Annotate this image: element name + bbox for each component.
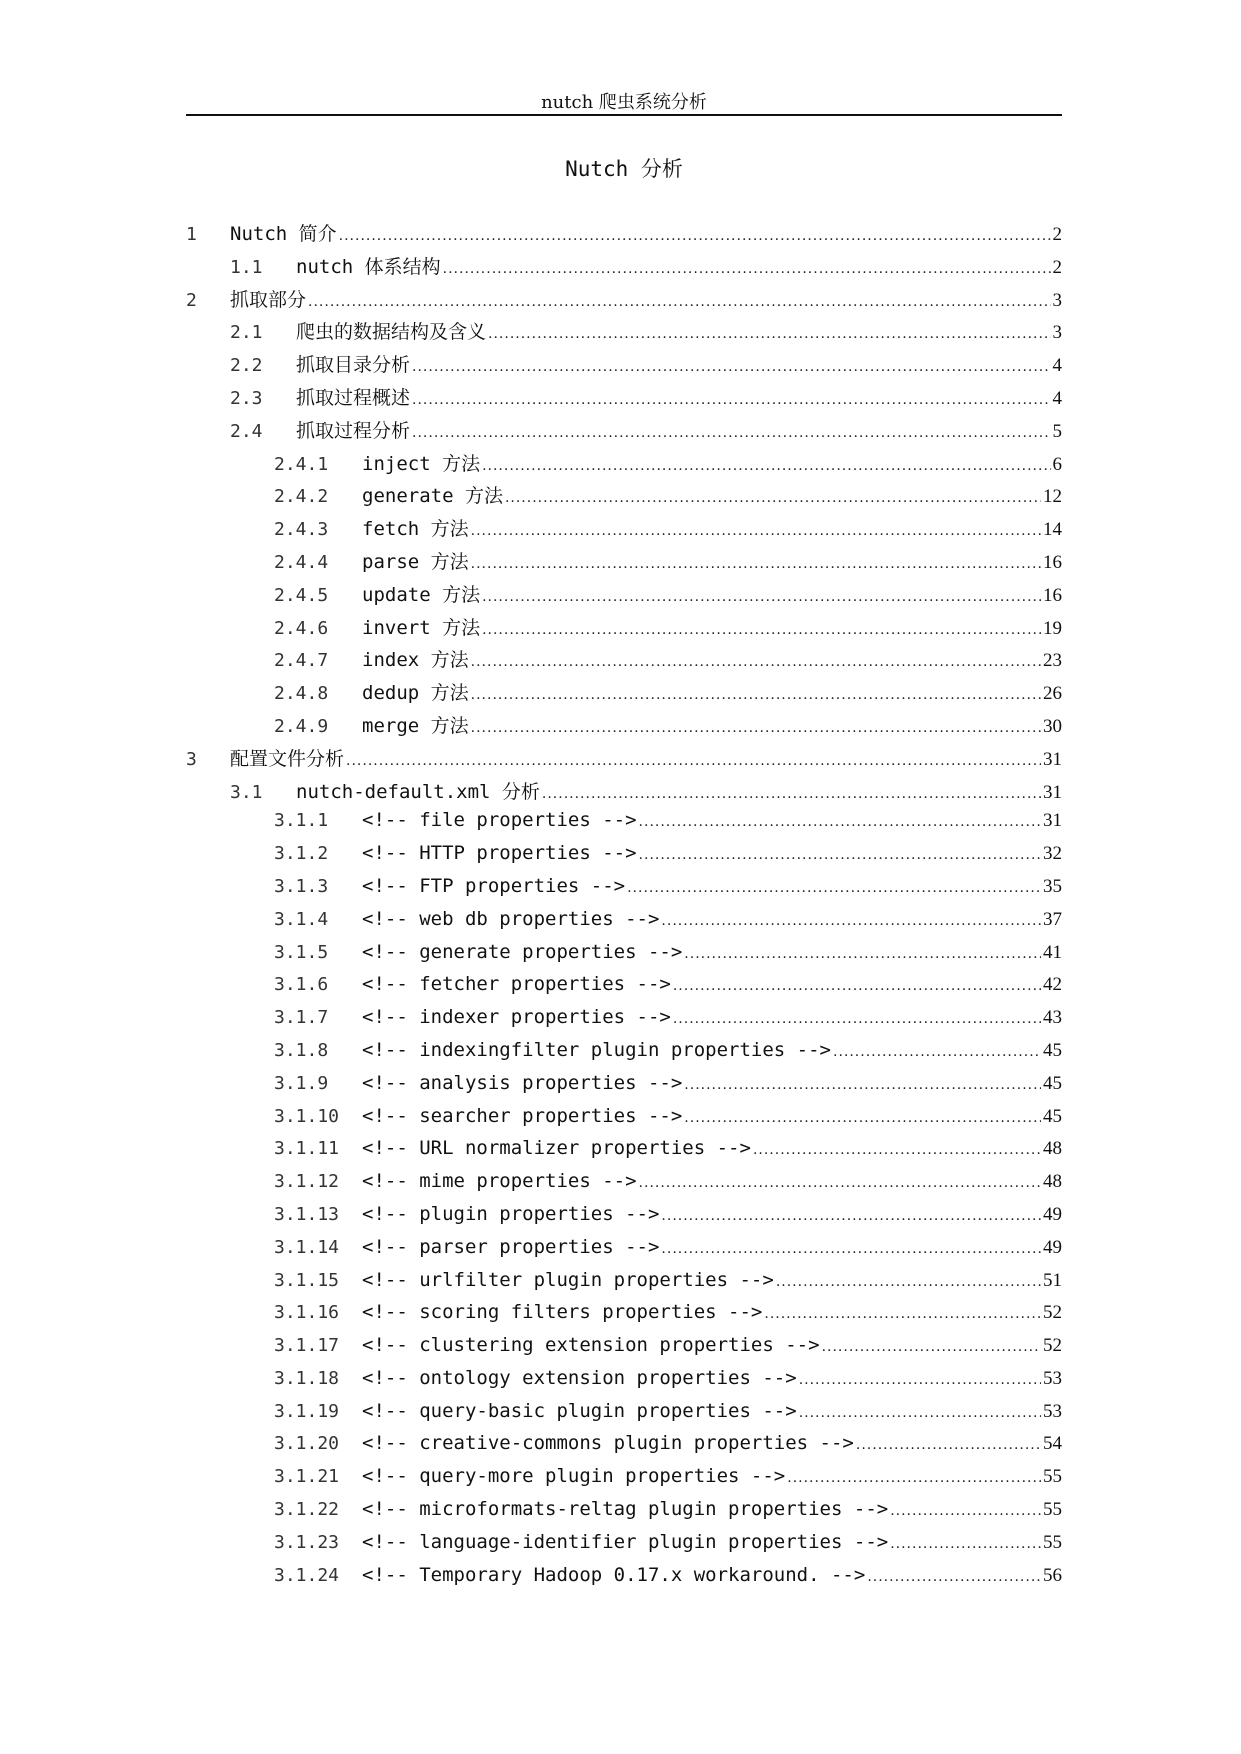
toc-page-number: 52	[1043, 1302, 1062, 1324]
toc-entry-title: <!-- generate properties -->	[362, 940, 683, 963]
toc-entry-number: 2.4.9	[274, 715, 329, 737]
toc-entry[interactable]	[186, 908, 1062, 941]
toc-dot-leader	[673, 1011, 1041, 1027]
toc-page-number: 14	[1043, 519, 1062, 541]
toc-entry-number: 2.4.1	[274, 453, 329, 475]
toc-entry-number: 3.1.18	[274, 1367, 340, 1389]
toc-dot-leader	[488, 326, 1050, 342]
toc-entry-number: 1	[186, 224, 197, 245]
toc-entry[interactable]	[186, 678, 1062, 711]
toc-entry[interactable]	[186, 252, 1062, 285]
toc-page-number: 23	[1043, 650, 1062, 672]
toc-dot-leader	[661, 1208, 1041, 1224]
toc-dot-leader	[471, 556, 1041, 572]
toc-entry-number: 3.1.8	[274, 1039, 329, 1061]
toc-entry-title: fetch 方法	[362, 518, 469, 541]
toc-entry-title: 抓取目录分析	[296, 354, 411, 377]
header-divider	[186, 114, 1062, 116]
toc-entry-number: 3.1.22	[274, 1499, 340, 1521]
toc-page-number: 45	[1043, 1105, 1062, 1127]
toc-entry-number: 3.1	[230, 781, 263, 803]
toc-entry[interactable]	[186, 842, 1062, 875]
toc-entry[interactable]	[186, 580, 1062, 613]
toc-dot-leader	[412, 392, 1050, 408]
toc-entry-title: update 方法	[362, 583, 481, 606]
toc-entry-title: <!-- parser properties -->	[362, 1235, 660, 1258]
toc-entry[interactable]	[186, 383, 1062, 416]
toc-entry-number: 3.1.11	[274, 1138, 340, 1160]
toc-entry-number: 2.1	[230, 322, 263, 344]
toc-page-number: 37	[1043, 908, 1062, 930]
toc-page-number: 49	[1043, 1236, 1062, 1258]
toc-entry[interactable]	[186, 809, 1062, 842]
toc-entry-title: <!-- URL normalizer properties -->	[362, 1137, 751, 1160]
table-of-contents	[186, 219, 1062, 1596]
toc-page-number: 55	[1043, 1466, 1062, 1488]
toc-page-number: 53	[1043, 1400, 1062, 1422]
toc-dot-leader	[505, 490, 1041, 506]
toc-entry[interactable]	[186, 285, 1062, 318]
toc-page-number: 42	[1043, 974, 1062, 996]
toc-entry-number: 3.1.19	[274, 1400, 340, 1422]
toc-entry-title: Nutch 简介	[230, 223, 337, 245]
toc-dot-leader	[787, 1470, 1041, 1486]
toc-page-number: 35	[1043, 875, 1062, 897]
toc-entry-title: <!-- urlfilter plugin properties -->	[362, 1268, 774, 1291]
toc-dot-leader	[822, 1339, 1041, 1355]
toc-entry-number: 2.4.7	[274, 650, 329, 672]
toc-page-number: 26	[1043, 683, 1062, 705]
toc-dot-leader	[471, 654, 1041, 670]
toc-page-number: 31	[1043, 781, 1062, 803]
toc-entry[interactable]	[186, 777, 1062, 810]
toc-dot-leader	[471, 720, 1041, 736]
toc-page-number: 45	[1043, 1072, 1062, 1094]
toc-entry-title: <!-- creative-commons plugin properties -->	[362, 1432, 854, 1455]
toc-entry-number: 3	[186, 748, 197, 770]
toc-entry-number: 2.4.5	[274, 584, 329, 606]
toc-entry-title: <!-- analysis properties -->	[362, 1071, 683, 1094]
toc-page-number: 31	[1043, 748, 1062, 770]
toc-page-number: 12	[1043, 486, 1062, 508]
toc-entry-title: parse 方法	[362, 550, 469, 573]
toc-entry-number: 3.1.1	[274, 810, 329, 832]
toc-dot-leader	[482, 589, 1041, 605]
toc-entry-title: <!-- mime properties -->	[362, 1170, 637, 1193]
toc-entry[interactable]	[186, 1039, 1062, 1072]
toc-entry[interactable]	[186, 219, 1062, 252]
toc-entry-number: 3.1.16	[274, 1302, 340, 1324]
toc-page-number: 6	[1052, 453, 1062, 475]
toc-entry-title: <!-- plugin properties -->	[362, 1202, 660, 1225]
toc-entry[interactable]	[186, 1170, 1062, 1203]
toc-page-number: 51	[1043, 1269, 1062, 1291]
toc-page-number: 56	[1043, 1564, 1062, 1586]
toc-entry-title: <!-- query-basic plugin properties -->	[362, 1399, 797, 1422]
toc-page-number: 43	[1043, 1007, 1062, 1029]
toc-page-number: 55	[1043, 1531, 1062, 1553]
toc-entry[interactable]	[186, 449, 1062, 482]
toc-page-number: 52	[1043, 1335, 1062, 1357]
toc-page-number: 16	[1043, 551, 1062, 573]
toc-entry-title: <!-- query-more plugin properties -->	[362, 1465, 786, 1488]
toc-entry[interactable]	[186, 973, 1062, 1006]
toc-entry[interactable]	[186, 514, 1062, 547]
toc-entry[interactable]	[186, 416, 1062, 449]
toc-page-number: 3	[1052, 322, 1062, 344]
toc-dot-leader	[412, 425, 1050, 441]
toc-entry[interactable]	[186, 875, 1062, 908]
toc-dot-leader	[890, 1503, 1041, 1519]
toc-entry-number: 3.1.20	[274, 1433, 340, 1455]
toc-entry[interactable]	[186, 1465, 1062, 1498]
toc-page-number: 32	[1043, 843, 1062, 865]
toc-entry[interactable]	[186, 1301, 1062, 1334]
toc-page-number: 48	[1043, 1138, 1062, 1160]
toc-entry-number: 3.1.14	[274, 1236, 340, 1258]
toc-entry-title: <!-- HTTP properties -->	[362, 842, 637, 865]
toc-entry-title: generate 方法	[362, 485, 503, 508]
toc-dot-leader	[890, 1536, 1041, 1552]
toc-entry[interactable]	[186, 1269, 1062, 1302]
toc-entry-title: <!-- Temporary Hadoop 0.17.x workaround. -->	[362, 1563, 866, 1586]
toc-entry[interactable]	[186, 1498, 1062, 1531]
toc-entry-title: 抓取过程分析	[296, 419, 411, 442]
toc-page-number: 4	[1052, 355, 1062, 377]
toc-entry-number: 3.1.4	[274, 908, 329, 930]
toc-entry-number: 3.1.2	[274, 843, 329, 865]
toc-dot-leader	[639, 847, 1041, 863]
toc-dot-leader	[684, 946, 1041, 962]
toc-page-number: 3	[1052, 289, 1062, 311]
toc-page-number: 2	[1052, 256, 1062, 278]
toc-page-number: 54	[1043, 1433, 1062, 1455]
toc-entry-number: 1.1	[230, 256, 263, 278]
toc-entry-title: nutch 体系结构	[296, 255, 441, 278]
toc-page-number: 48	[1043, 1171, 1062, 1193]
toc-entry-number: 2.4.6	[274, 617, 329, 639]
toc-entry-number: 3.1.23	[274, 1531, 340, 1553]
toc-page-number: 16	[1043, 584, 1062, 606]
toc-entry-number: 3.1.21	[274, 1466, 340, 1488]
toc-entry-number: 2.4.4	[274, 551, 329, 573]
toc-entry-number: 2.4	[230, 420, 263, 442]
toc-entry-title: invert 方法	[362, 616, 481, 639]
toc-dot-leader	[308, 294, 1050, 310]
toc-dot-leader	[627, 880, 1041, 896]
toc-page-number: 30	[1043, 715, 1062, 737]
toc-entry-title: <!-- web db properties -->	[362, 907, 660, 930]
toc-entry-number: 3.1.13	[274, 1203, 340, 1225]
toc-entry-title: inject 方法	[362, 452, 481, 475]
toc-entry-title: <!-- file properties -->	[362, 809, 637, 832]
toc-dot-leader	[833, 1044, 1041, 1060]
toc-entry[interactable]	[186, 1072, 1062, 1105]
toc-entry-title: 配置文件分析	[230, 747, 345, 770]
toc-entry-number: 3.1.15	[274, 1269, 340, 1291]
toc-entry[interactable]	[186, 1531, 1062, 1564]
toc-entry-number: 3.1.12	[274, 1171, 340, 1193]
toc-entry-number: 3.1.7	[274, 1007, 329, 1029]
toc-page-number: 2	[1052, 224, 1062, 245]
toc-dot-leader	[639, 1175, 1041, 1191]
toc-entry[interactable]	[186, 613, 1062, 646]
toc-dot-leader	[799, 1372, 1041, 1388]
toc-dot-leader	[346, 753, 1041, 769]
toc-dot-leader	[753, 1142, 1041, 1158]
toc-entry[interactable]	[186, 1334, 1062, 1367]
toc-entry-number: 3.1.9	[274, 1072, 329, 1094]
toc-entry-title: 抓取过程概述	[296, 386, 411, 409]
toc-dot-leader	[542, 786, 1041, 802]
toc-page-number: 41	[1043, 941, 1062, 963]
toc-dot-leader	[856, 1437, 1041, 1453]
toc-page-number: 53	[1043, 1367, 1062, 1389]
toc-entry[interactable]	[186, 1564, 1062, 1597]
document-title: Nutch 分析	[565, 157, 683, 181]
toc-dot-leader	[799, 1405, 1041, 1421]
toc-entry-title: <!-- microformats-reltag plugin properties -->	[362, 1498, 889, 1521]
toc-dot-leader	[471, 687, 1041, 703]
toc-entry[interactable]	[186, 744, 1062, 777]
toc-entry[interactable]	[186, 1400, 1062, 1433]
toc-entry-title: <!-- fetcher properties -->	[362, 973, 671, 996]
toc-dot-leader	[661, 913, 1041, 929]
toc-entry[interactable]	[186, 1006, 1062, 1039]
toc-entry[interactable]	[186, 941, 1062, 974]
toc-entry-number: 2.4.3	[274, 519, 329, 541]
toc-page-number: 4	[1052, 387, 1062, 409]
toc-entry[interactable]	[186, 1367, 1062, 1400]
toc-dot-leader	[673, 978, 1041, 994]
toc-entry-title: index 方法	[362, 649, 469, 672]
toc-entry-title: dedup 方法	[362, 682, 469, 705]
toc-dot-leader	[776, 1274, 1041, 1290]
toc-entry[interactable]	[186, 317, 1062, 350]
running-header: nutch 爬虫系统分析	[541, 92, 707, 113]
toc-entry[interactable]	[186, 1236, 1062, 1269]
toc-entry[interactable]	[186, 711, 1062, 744]
toc-entry-number: 2.4.8	[274, 683, 329, 705]
toc-entry-number: 3.1.24	[274, 1564, 340, 1586]
toc-entry-title: <!-- scoring filters properties -->	[362, 1301, 763, 1324]
toc-entry[interactable]	[186, 1105, 1062, 1138]
toc-entry-title: <!-- ontology extension properties -->	[362, 1366, 797, 1389]
toc-dot-leader	[661, 1241, 1041, 1257]
toc-entry-title: <!-- indexingfilter plugin properties -->	[362, 1038, 831, 1061]
toc-dot-leader	[684, 1110, 1041, 1126]
toc-entry[interactable]	[186, 645, 1062, 678]
toc-entry-title: <!-- FTP properties -->	[362, 874, 626, 897]
toc-page-number: 45	[1043, 1039, 1062, 1061]
toc-dot-leader	[867, 1569, 1041, 1585]
toc-entry-number: 2	[186, 289, 197, 311]
toc-entry[interactable]	[186, 481, 1062, 514]
toc-entry[interactable]	[186, 1137, 1062, 1170]
toc-entry-title: <!-- clustering extension properties -->	[362, 1334, 820, 1357]
toc-dot-leader	[639, 814, 1041, 830]
toc-page-number: 5	[1052, 420, 1062, 442]
toc-page-number: 31	[1043, 810, 1062, 832]
toc-dot-leader	[412, 359, 1050, 375]
toc-entry-number: 3.1.17	[274, 1335, 340, 1357]
toc-entry[interactable]	[186, 1432, 1062, 1465]
toc-entry-number: 3.1.6	[274, 974, 329, 996]
toc-dot-leader	[339, 228, 1051, 244]
toc-page-number: 55	[1043, 1499, 1062, 1521]
toc-entry-number: 2.2	[230, 355, 263, 377]
toc-dot-leader	[482, 458, 1050, 474]
toc-entry[interactable]	[186, 1203, 1062, 1236]
toc-dot-leader	[471, 523, 1041, 539]
toc-entry-title: nutch-default.xml 分析	[296, 780, 540, 803]
toc-entry-number: 2.4.2	[274, 486, 329, 508]
toc-entry-title: merge 方法	[362, 714, 469, 737]
toc-entry-number: 3.1.5	[274, 941, 329, 963]
toc-entry-number: 3.1.10	[274, 1105, 340, 1127]
toc-entry-title: <!-- indexer properties -->	[362, 1006, 671, 1029]
toc-entry-title: 爬虫的数据结构及含义	[296, 321, 487, 344]
toc-dot-leader	[684, 1077, 1041, 1093]
toc-entry-title: <!-- language-identifier plugin properties -->	[362, 1530, 889, 1553]
toc-entry-number: 2.3	[230, 387, 263, 409]
toc-entry-title: 抓取部分	[230, 288, 307, 311]
toc-dot-leader	[764, 1306, 1041, 1322]
toc-entry-title: <!-- searcher properties -->	[362, 1104, 683, 1127]
toc-dot-leader	[482, 622, 1041, 638]
toc-entry[interactable]	[186, 547, 1062, 580]
toc-dot-leader	[443, 261, 1051, 277]
toc-page-number: 49	[1043, 1203, 1062, 1225]
toc-entry[interactable]	[186, 350, 1062, 383]
toc-entry-number: 3.1.3	[274, 875, 329, 897]
toc-page-number: 19	[1043, 617, 1062, 639]
